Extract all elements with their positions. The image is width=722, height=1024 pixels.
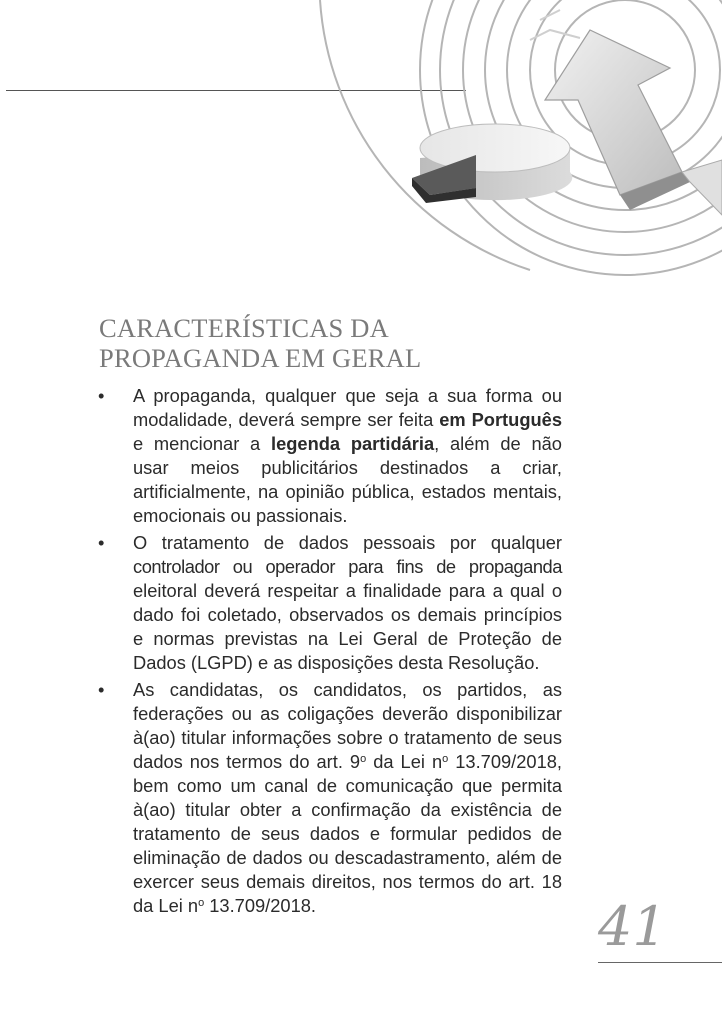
ordinal-superscript: o [442,753,449,765]
bullet-marker: • [98,532,105,553]
bullet-marker: • [98,679,105,700]
page-number: 41 [598,895,667,958]
pie-chart-icon [412,124,572,203]
emphasis-language: em Português [439,409,562,430]
list-item [96,384,562,528]
arrow-up-icon [545,30,722,215]
page-number-rule [598,962,722,963]
bullet-list [96,384,562,921]
item-text: O tratamento de dados pessoais por qualquer [133,532,562,553]
item-text: 13.709/2018, bem como um canal de comunicação que permita à(ao) titular obter a confirmação da existência de tratamento de seus dados e formular pedidos de eliminação de dados ou descadastramento, além de exercer seus demais direitos, nos termos do art. 18 da Lei n [133,751,562,916]
section-heading [99,313,569,373]
bullet-marker: • [98,385,105,406]
item-text: da Lei n [366,751,443,772]
item-text: 13.709/2018. [204,895,317,916]
item-text-condensed: controlador ou operador para fins de propaganda [133,556,562,577]
emphasis-legend: legenda partidária [270,433,435,454]
item-text: As candidatas, os candidatos, os partidos, as federações ou as coligações deverão disponibilizar à(ao) titular informações sobre o tratamento de seus dados nos termos do art. 9 [133,679,562,772]
item-text: e mencionar a [133,433,271,454]
ordinal-superscript: o [198,897,205,909]
list-item [96,531,562,675]
item-text: , além de não usar meios publicitários destinados a criar, artificialmente, na opinião pública, estados mentais, emocionais ou passionais. [133,433,562,526]
ordinal-superscript: o [360,753,367,765]
heading-line-1: CARACTERÍSTICAS DA [99,313,389,343]
list-item [96,678,562,918]
pie-chart-arrow-decoration [290,0,722,290]
item-text: A propaganda, qualquer que seja a sua forma ou modalidade, deverá sempre ser feita [133,385,562,430]
item-text: eleitoral deverá respeitar a finalidade para a qual o dado foi coletado, observados os demais princípios e normas previstas na Lei Geral de Proteção de Dados (LGPD) e as disposições desta Resolução. [133,580,562,673]
heading-line-2: PROPAGANDA EM GERAL [99,343,422,373]
